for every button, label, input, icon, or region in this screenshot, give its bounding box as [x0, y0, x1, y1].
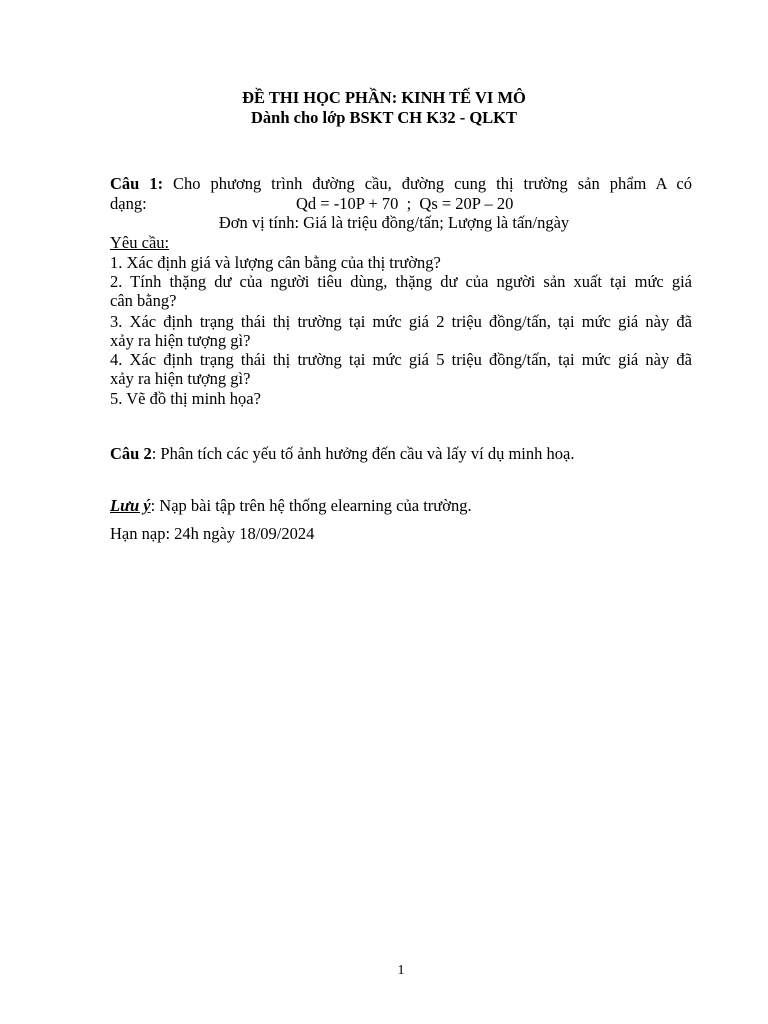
question1-label: Câu 1: — [110, 174, 164, 193]
question2-text: : Phân tích các yếu tố ảnh hưởng đến cầu và lấy ví dụ minh hoạ. — [151, 444, 575, 463]
page-number: 1 — [397, 963, 405, 978]
question2-label: Câu 2 — [110, 444, 152, 463]
requirement-2-line1: 2. Tính thặng dư của người tiêu dùng, thặng dư của người sản xuất tại mức giá — [110, 272, 692, 291]
deadline: Hạn nạp: 24h ngày 18/09/2024 — [110, 524, 315, 543]
question2 — [110, 444, 692, 464]
requirement-3-line1: 3. Xác định trạng thái thị trường tại mức giá 2 triệu đồng/tấn, tại mức giá này đã — [110, 312, 692, 331]
requirement-4-line1: 4. Xác định trạng thái thị trường tại mức giá 5 triệu đồng/tấn, tại mức giá này đã — [110, 350, 692, 369]
question1-intro-line2: dạng: — [110, 194, 147, 213]
document-title: ĐỀ THI HỌC PHẦN: KINH TẾ VI MÔ — [242, 88, 526, 107]
question1-unit: Đơn vị tính: Giá là triệu đồng/tấn; Lượng là tấn/ngày — [218, 213, 570, 232]
requirement-1: 1. Xác định giá và lượng cân bằng của thị trường? — [110, 253, 441, 272]
requirement-3-line2: xảy ra hiện tượng gì? — [110, 331, 251, 350]
question1-intro-line1: Cho phương trình đường cầu, đường cung thị trường sản phẩm A có — [173, 174, 692, 193]
requirements-label: Yêu cầu: — [110, 233, 170, 252]
document-subtitle: Dành cho lớp BSKT CH K32 - QLKT — [250, 108, 518, 127]
note — [110, 496, 692, 516]
question1-intro — [110, 174, 692, 194]
note-label: Lưu ý — [110, 496, 151, 515]
question1-formula: Qd = -10P + 70 ; Qs = 20P – 20 — [296, 194, 514, 213]
requirement-2-line2: cân bằng? — [110, 291, 177, 310]
requirement-4-line2: xảy ra hiện tượng gì? — [110, 369, 251, 388]
note-text: : Nạp bài tập trên hệ thống elearning của trường. — [150, 496, 472, 515]
requirement-5: 5. Vẽ đồ thị minh họa? — [110, 389, 261, 408]
